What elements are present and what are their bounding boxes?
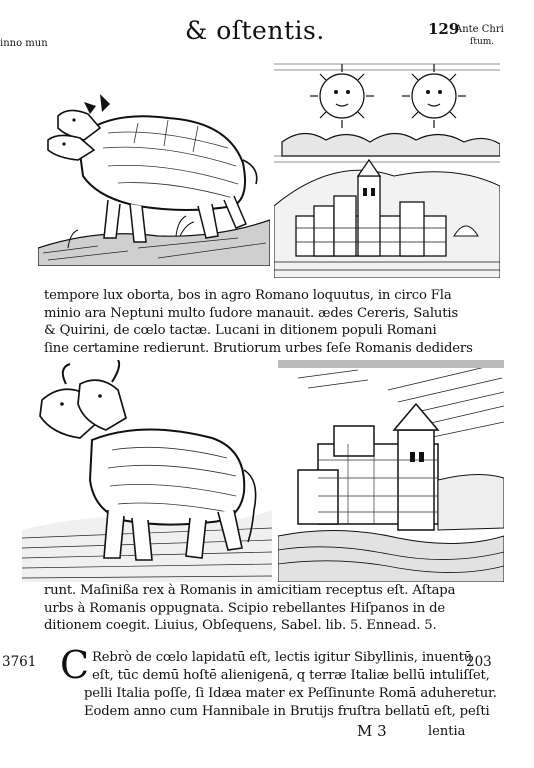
margin-year-left: 3761: [2, 654, 37, 670]
margin-note-continued: ſtum.: [470, 37, 495, 47]
text-line: urbs à Romanis oppugnata. Scipio rebellantes Hiſpanos in de: [44, 600, 446, 616]
catchword: lentia: [428, 724, 466, 739]
text-line: ditionem coegit. Liuius, Obſequens, Sabel. lib. 5. Ennead. 5.: [44, 618, 437, 633]
signature-mark: M 3: [357, 722, 387, 740]
two-headed-boar-woodcut: [38, 88, 270, 266]
text-line: eſt, tūc demū hoſtē alienigenā, q terræ Italiæ bellū intuliſſet,: [92, 668, 490, 683]
text-line: Eodem anno cum Hannibale in Brutijs fruſtra bellatū eſt, peſti: [84, 704, 490, 719]
page-number: 129: [428, 20, 460, 38]
text-paragraph-2: [44, 582, 455, 635]
text-line: runt. Maſinißa rex à Romanis in amicitiam receptus eſt. Aſtapa: [44, 583, 456, 598]
text-line: ſine certamine redierunt. Brutiorum urbes ſeſe Romanis dediders: [44, 340, 473, 356]
page-title: & oſtentis.: [185, 16, 325, 45]
running-margin-year: inno mun: [0, 38, 48, 49]
text-line: & Quirini, de cœlo tactæ. Lucani in ditionem populi Romani: [44, 323, 437, 338]
text-line: pelli Italia poſſe, ſi Idæa mater ex Peſſinunte Romā aduheretur.: [84, 686, 497, 701]
fortified-castle-woodcut: [278, 360, 504, 582]
two-headed-ox-woodcut: [22, 360, 272, 582]
text-line: Rebrò de cœlo lapidatū eſt, lectis igitur Sibyllinis, inuentū: [92, 650, 473, 665]
margin-year-right: 203: [466, 654, 492, 670]
text-paragraph-1: [44, 287, 473, 357]
text-line: minio ara Neptuni multo ſudore manauit. ædes Cereris, Salutis: [44, 305, 459, 321]
two-suns-over-town-woodcut: [274, 56, 500, 278]
drop-cap: C: [60, 643, 90, 687]
margin-note: Ante Chri: [455, 24, 504, 35]
text-line: tempore lux oborta, bos in agro Romano loquutus, in circo Fla: [44, 288, 452, 303]
